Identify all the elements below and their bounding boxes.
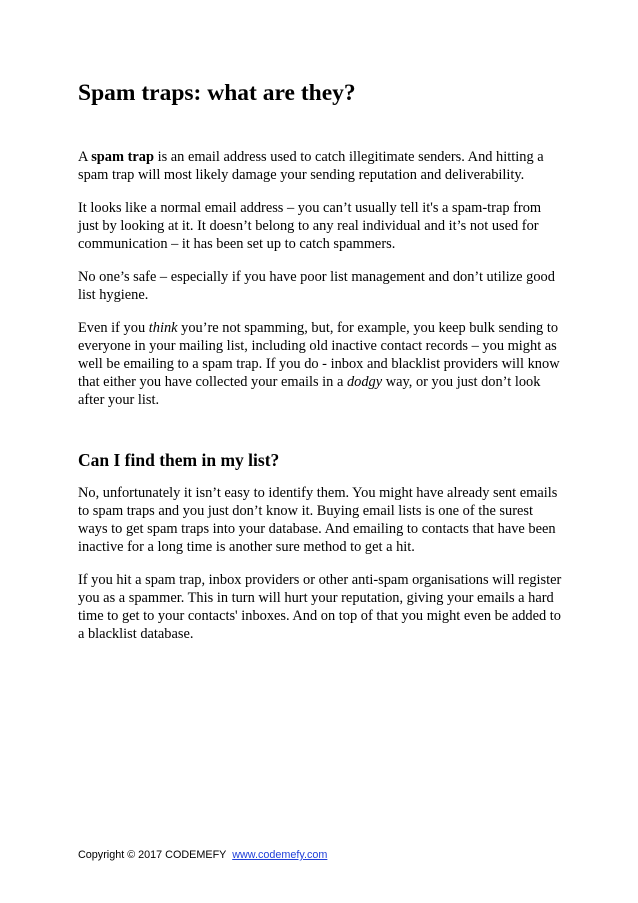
footer-website-link[interactable]: www.codemefy.com xyxy=(232,849,328,861)
spam-trap-term: spam trap xyxy=(91,149,154,165)
emphasis-think: think xyxy=(148,320,178,336)
paragraph-if-you-hit: If you hit a spam trap, inbox providers or other anti-spam organisations will register you as a spammer. This in turn will hurt your reputation, giving your emails a hard time to get to your contacts' inboxes. And on top of that you might even be added to a blacklist database. xyxy=(78,572,562,642)
even-if-text-1: Even if you xyxy=(78,320,149,336)
intro-lead: A xyxy=(78,149,92,165)
emphasis-dodgy: dodgy xyxy=(346,374,383,390)
page-footer xyxy=(78,849,327,861)
even-if-text-2: you’re not spamming, but, for example, you keep bulk sending to everyone in your mailing list, including old inactive contact records – you might as well be emailing to a spam trap. If you do - inbox and blacklist providers will know that either you have collected your emails in a xyxy=(78,320,560,390)
paragraph-no-ones-safe: No one’s safe – especially if you have poor list management and don’t utilize good list hygiene. xyxy=(78,269,555,303)
footer-copyright: Copyright © 2017 CODEMEFY xyxy=(78,849,227,861)
intro-paragraph xyxy=(78,148,564,184)
paragraph-not-easy: No, unfortunately it isn’t easy to identify them. You might have already sent emails to spam traps and you just don’t know it. Buying email lists is one of the surest ways to get spam traps into your database. And emailing to contacts that have been inactive for a long time is another sure method to get a hit. xyxy=(78,485,558,555)
even-if-text-3: way, or you just don’t look after your list. xyxy=(78,374,541,408)
paragraph-even-if xyxy=(78,319,564,409)
document-page xyxy=(78,78,564,643)
section-heading-find-them: Can I find them in my list? xyxy=(78,450,280,470)
paragraph-looks-like: It looks like a normal email address – you can’t usually tell it's a spam-trap from just by looking at it. It doesn’t belong to any real individual and it’s not used for communication – it has been set up to catch spammers. xyxy=(78,200,542,252)
page-title: Spam traps: what are they? xyxy=(78,80,356,106)
intro-rest: is an email address used to catch illegitimate senders. And hitting a spam trap will most likely damage your sending reputation and deliverability. xyxy=(78,149,544,183)
